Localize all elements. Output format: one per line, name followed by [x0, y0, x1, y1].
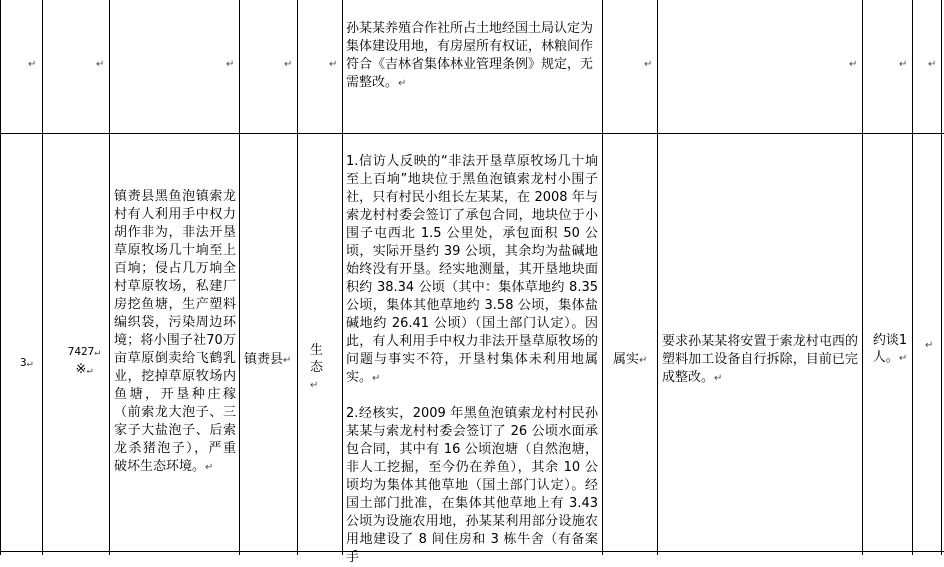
paragraph-mark-icon: ↵	[26, 358, 33, 369]
investigation-findings	[346, 135, 598, 388]
accountability: 约谈1人。↵	[872, 333, 908, 365]
top-row-findings	[346, 2, 596, 93]
paragraph-mark-icon: ↵	[310, 380, 319, 391]
paragraph-mark-icon: ↵	[639, 355, 648, 366]
row-index: 3↵	[20, 356, 33, 369]
grid-line	[109, 0, 110, 555]
paragraph-mark-icon: ↵	[925, 340, 934, 351]
paragraph-mark-icon: ↵	[86, 365, 93, 376]
grid-line	[912, 0, 913, 555]
grid-line	[42, 0, 43, 555]
paragraph-mark-icon: ↵	[849, 59, 858, 70]
paragraph-mark-icon: ↵	[205, 462, 214, 473]
paragraph-mark-icon: ↵	[28, 59, 37, 70]
paragraph-mark-icon: ↵	[899, 59, 908, 70]
grid-line	[0, 133, 944, 134]
paragraph-mark-icon: ↵	[283, 355, 292, 366]
paragraph-mark-icon: ↵	[284, 59, 293, 70]
paragraph-mark-icon: ↵	[329, 59, 338, 70]
paragraph-mark-icon: ↵	[714, 373, 723, 384]
paragraph-mark-icon: ↵	[644, 59, 653, 70]
grid-line	[657, 0, 658, 555]
paragraph-mark-icon: ↵	[928, 59, 937, 70]
grid-line	[602, 0, 603, 555]
findings-paragraph-1: 1.信访人反映的“非法开垦草原牧场几十垧至上百垧”地块位于黑鱼泡镇索龙村小围子社，只有村民小组长左某某，在 2008 年与索龙村村委会签订了承包合同，地块位于小围子屯西北 1.5 公里处，承包面积 50 公顷，实际开垦约 39 公顷，其余均为盐碱地始终没有开垦。经实地测量，其开垦地块面积约 38.34 公顷（其中：集体草地约 8.35 公顷，集体其他草地约 3.58 公顷，集体盐碱地约 26.41 公顷）（国土部门认定）。因此，有人利用手中权力非法开垦草原牧场的问题与事实不符，开垦村集体未利用地属实。	[346, 154, 598, 385]
complaint-code: 7427↵ ※↵	[67, 345, 101, 377]
grid-line	[0, 0, 1, 555]
top-row-findings-text: 孙某某养殖合作社所占土地经国土局认定为集体建设用地，有房屋所有权证，林粮间作符合《吉林省集体林业管理条例》规定，无需整改。	[346, 21, 594, 90]
findings-paragraph-2: 2.经核实，2009 年黑鱼泡镇索龙村村民孙某某与索龙村村委会签订了 26 公顷水面承包合同，其中有 16 公顷泡塘（自然泡塘，非人工挖掘，至今仍在养鱼），其余 10 公顷均为集体其他草地（国土部门认定）。经国土部门批准，在集体其他草地上有 3.43 公顷为设施农用地，孙某某利用部分设施农用地建设了 8 间住房和 3 栋牛舍（有备案手	[346, 406, 598, 565]
grid-line	[239, 0, 240, 555]
investigation-findings-cont	[346, 387, 598, 565]
administrative-region: 镇赉县↵	[244, 352, 292, 367]
paragraph-mark-icon: ↵	[372, 373, 381, 384]
paragraph-mark-icon: ↵	[898, 353, 908, 364]
verdict: 属实↵	[613, 352, 648, 367]
paragraph-mark-icon: ↵	[226, 59, 235, 70]
grid-line	[862, 0, 863, 555]
paragraph-mark-icon: ↵	[94, 347, 101, 358]
rectification-status: 要求孙某某将安置于索龙村屯西的塑料加工设备自行拆除，目前已完成整改。↵	[662, 334, 858, 385]
grid-line	[0, 551, 944, 552]
grid-line	[342, 0, 343, 555]
paragraph-mark-icon: ↵	[398, 78, 407, 89]
grid-line	[941, 0, 942, 555]
grid-line	[297, 0, 298, 555]
complaint-content: 镇赉县黑鱼泡镇索龙村有人利用手中权力胡作非为，非法开垦草原牧场几十垧至上百垧；侵占几万垧全村草原牧场，私建厂房挖鱼塘，生产塑料编织袋，污染周边环境；将小围子社70万亩草原倒卖给飞鹤乳业，挖掉草原牧场内鱼塘，开垦种庄稼（前索龙大泡子、三家子大盐泡子、后索龙杀猪泡子），严重破坏生态环境。↵	[114, 189, 236, 474]
pollution-category: 生态↵	[310, 343, 324, 391]
paragraph-mark-icon: ↵	[96, 59, 105, 70]
